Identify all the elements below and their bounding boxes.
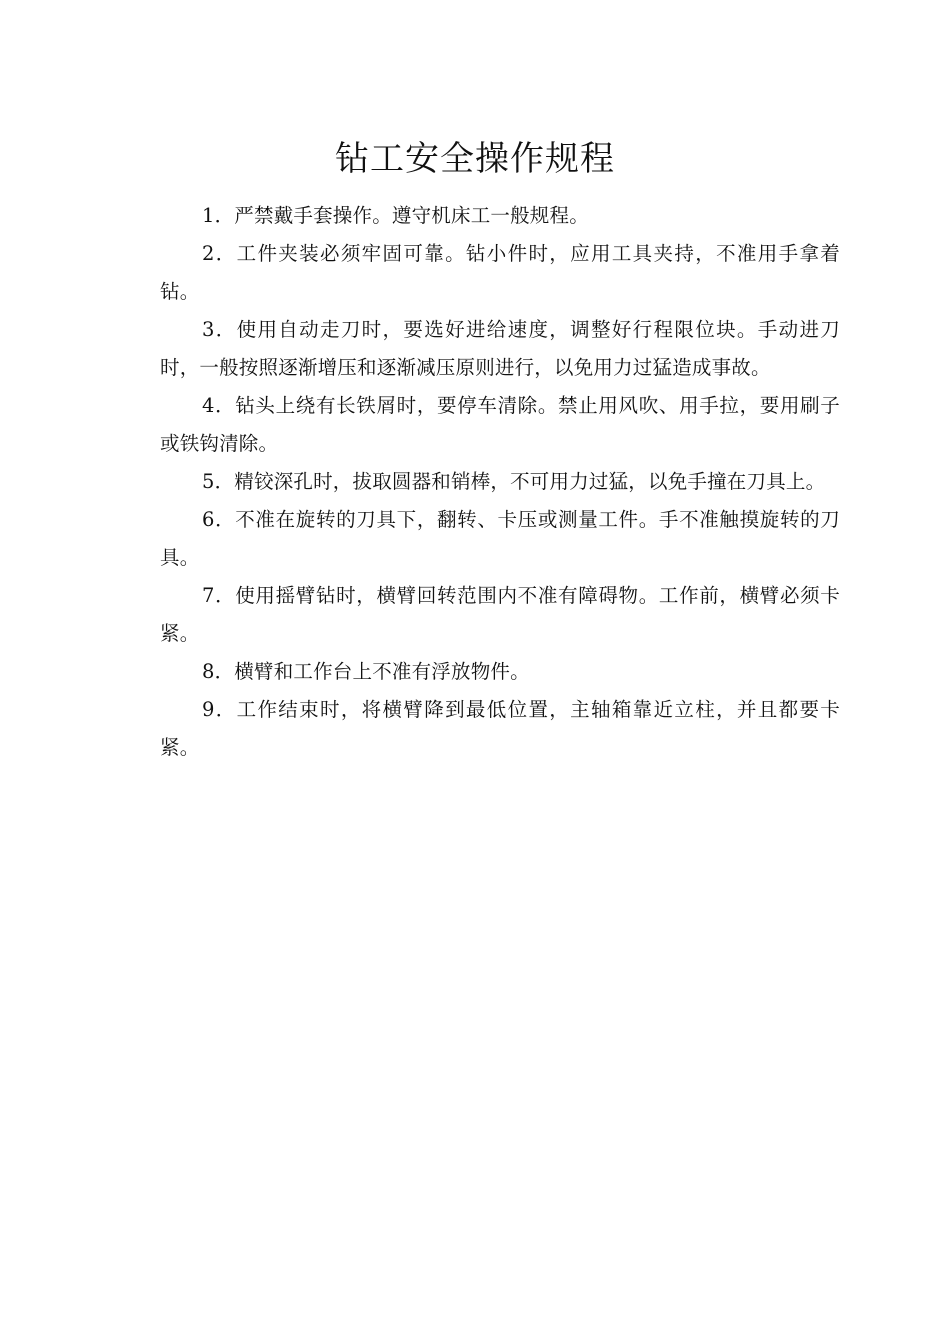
rule-item-2: 2．工件夹装必须牢固可靠。钻小件时，应用工具夹持，不准用手拿着钻。 [160,242,840,303]
rule-item-3: 3．使用自动走刀时，要选好进给速度，调整好行程限位块。手动进刀时，一般按照逐渐增压和逐渐减压原则进行，以免用力过猛造成事故。 [160,318,840,379]
rule-item-6: 6．不准在旋转的刀具下，翻转、卡压或测量工件。手不准触摸旋转的刀具。 [160,508,840,569]
rule-item-1: 1．严禁戴手套操作。遵守机床工一般规程。 [202,204,589,227]
rule-item-7: 7．使用摇臂钻时，横臂回转范围内不准有障碍物。工作前，横臂必须卡紧。 [160,584,840,645]
rule-item-9: 9．工作结束时，将横臂降到最低位置，主轴箱靠近立柱，并且都要卡紧。 [160,698,840,759]
rules-list [160,197,840,767]
rule-item-4: 4．钻头上绕有长铁屑时，要停车清除。禁止用风吹、用手拉，要用刷子或铁钩清除。 [160,394,840,455]
rule-item-8: 8．横臂和工作台上不准有浮放物件。 [202,660,530,683]
rule-item-5: 5．精铰深孔时，拔取圆器和销棒，不可用力过猛，以免手撞在刀具上。 [202,470,826,493]
document-title: 钻工安全操作规程 [335,139,615,179]
